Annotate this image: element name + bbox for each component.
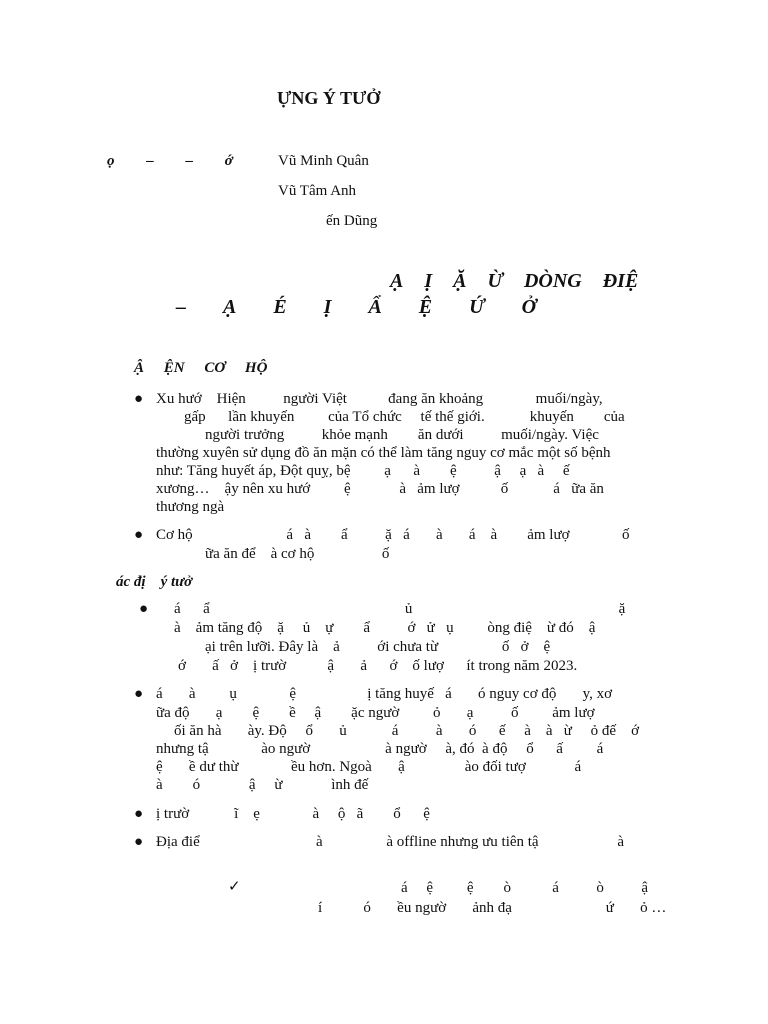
- paragraph-line: ại trên lưỡi. Đây là ả ới chưa từ ố ở ệ: [205, 639, 551, 655]
- paragraph-line: á à ụ ệ ị tăng huyế á ó nguy cơ độ y, xơ: [156, 686, 613, 702]
- paragraph-line: thương ngà: [156, 499, 225, 515]
- document-title: ỰNG Ý TƯỞ: [277, 88, 381, 108]
- bullet-icon: ●: [134, 391, 144, 407]
- check-icon: ✓: [228, 877, 241, 895]
- bullet-icon: ●: [139, 601, 149, 617]
- project-title-line2: – Ạ É Ị Ẩ Ệ Ứ Ở: [176, 296, 537, 318]
- paragraph-line: người trưởng khỏe mạnh ăn dưới muối/ngày. Việc: [205, 427, 599, 443]
- paragraph-line: ữa ăn để à cơ hộ ố: [205, 546, 390, 562]
- paragraph-line: ệ ề dư thừ ều hơn. Ngoà ậ ào đối tượ á: [156, 759, 582, 775]
- bullet-icon: ●: [134, 527, 144, 543]
- paragraph-line: ị trườ ĩ ẹ à ộ ã ổ ệ: [156, 806, 430, 822]
- paragraph-line: à ó ậ ừ ình đế: [156, 777, 369, 793]
- paragraph-line: như: Tăng huyết áp, Đột quỵ, bệ ạ à ệ ậ ạ à ế: [156, 463, 570, 479]
- authors-label: ọ – – ớ: [107, 153, 233, 169]
- paragraph-line: gấp lần khuyến của Tổ chức tế thế giới. khuyến của: [184, 409, 625, 425]
- paragraph-line: xương… ậy nên xu hướ ệ à ảm lượ ố á ữa ăn: [156, 481, 604, 497]
- bullet-icon: ●: [134, 806, 144, 822]
- author-name: Vũ Tâm Anh: [278, 183, 357, 199]
- paragraph-line: ối ăn hà ày. Độ ổ ủ á à ó ế à à ừ ỏ đế ớ: [174, 723, 640, 739]
- section-heading: ác đị ý tưở: [116, 574, 193, 590]
- paragraph-line: á ẩ ủ ặ: [174, 601, 626, 617]
- bullet-icon: ●: [134, 834, 144, 850]
- project-title-line1: Ạ Ị Ặ Ừ DÒNG ĐIỆ: [390, 270, 639, 292]
- paragraph-line: Xu hướ Hiện người Việt đang ăn khoảng muối/ngày,: [156, 391, 603, 407]
- paragraph-line: í ó ều ngườ ảnh đạ ứ ỏ …: [318, 900, 667, 916]
- paragraph-line: Địa điể à à offline nhưng ưu tiên tậ à: [156, 834, 624, 850]
- bullet-icon: ●: [134, 686, 144, 702]
- paragraph-line: ữa độ ạ ệ ề ậ ặc ngườ ỏ ạ ố ảm lượ: [156, 705, 595, 721]
- paragraph-line: á ệ ệ ò á ò ậ: [401, 880, 649, 896]
- section-heading: Ậ ỆN CƠ HỘ: [134, 360, 268, 376]
- paragraph-line: thường xuyên sử dụng đồ ăn mặn có thể làm tăng nguy cơ mắc một số bệnh: [156, 445, 611, 461]
- author-name: ến Dũng: [326, 213, 378, 229]
- paragraph-line: Cơ hộ á à ẩ ặ á à á à ảm lượ ố: [156, 527, 630, 543]
- paragraph-line: nhưng tậ ào ngườ à ngườ à, đó à độ ổ ấ á: [156, 741, 604, 757]
- paragraph-line: à ảm tăng độ ặ ủ ự ẩ ớ ử ụ òng điệ ừ đó ậ: [174, 620, 596, 636]
- paragraph-line: ớ ấ ở ị trườ ậ ả ớ ố lượ ít trong năm 2023.: [178, 658, 578, 674]
- author-name: Vũ Minh Quân: [278, 153, 369, 169]
